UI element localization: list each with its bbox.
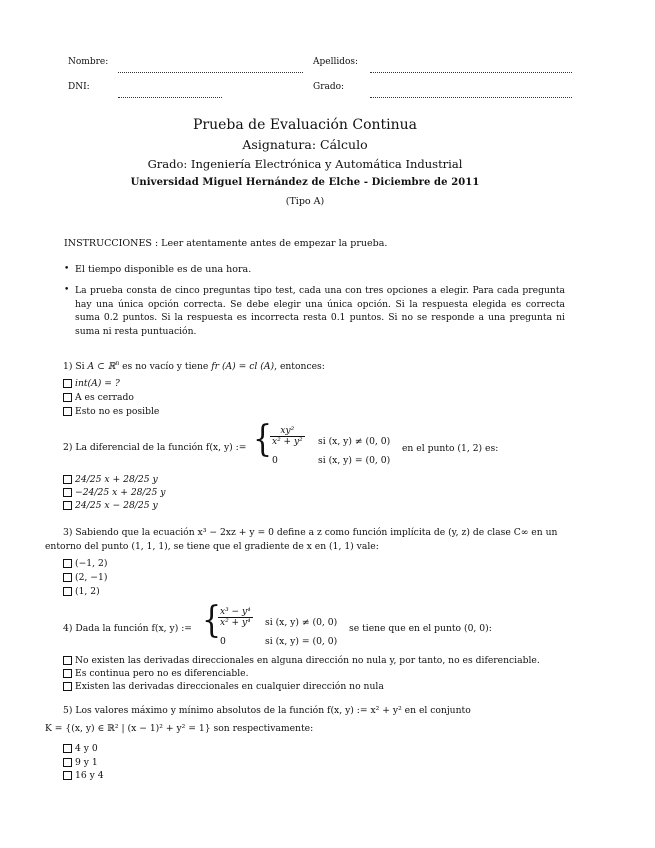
left-brace-icon: { (202, 599, 222, 642)
q1-option-1-label: int(A) = ? (75, 378, 120, 389)
left-brace-icon: { (253, 418, 273, 461)
q4-case-1-den: x² + y⁴ (220, 618, 251, 628)
q1-option-2-label: A es cerrado (75, 392, 134, 403)
title-type: (Tipo A) (285, 196, 325, 207)
checkbox-icon[interactable] (63, 587, 72, 596)
q4-case-1-num: x³ − y⁴ (220, 607, 251, 617)
checkbox-icon[interactable] (63, 656, 72, 665)
q2-case-1-den: x² + y² (272, 437, 303, 447)
q4-tail: se tiene que en el punto (0, 0): (349, 623, 492, 634)
q3-option-3[interactable] (63, 586, 100, 597)
q4-case-2-cond: si (x, y) = (0, 0) (265, 636, 338, 647)
q2-option-3[interactable] (63, 500, 158, 511)
q1-stem-a: 1) Si (63, 361, 88, 373)
nombre-label: Nombre: (68, 57, 109, 67)
q1-option-2[interactable] (63, 392, 134, 403)
checkbox-icon[interactable] (63, 573, 72, 582)
q4-option-1[interactable] (63, 655, 540, 666)
instructions (64, 238, 387, 249)
q2-tail: en el punto (1, 2) es: (402, 443, 499, 454)
grado-label: Grado: (313, 82, 345, 92)
q2-case-1-fraction (270, 426, 305, 447)
q4-option-2-label: Es continua pero no es diferenciable. (75, 668, 249, 679)
checkbox-icon[interactable] (63, 559, 72, 568)
q2-case-1-num: xy² (270, 426, 305, 437)
q5-line-2: K = {(x, y) ∈ ℝ² | (x − 1)² + y² = 1} son respectivamente: (45, 723, 314, 734)
q2-option-2[interactable] (63, 487, 165, 498)
instruction-bullet-1: El tiempo disponible es de una hora. (75, 264, 252, 275)
checkbox-icon[interactable] (63, 758, 72, 767)
question-1 (63, 360, 325, 372)
q4-case-1-cond: si (x, y) ≠ (0, 0) (265, 617, 338, 628)
apellidos-field[interactable] (370, 58, 572, 77)
q3-option-1[interactable] (63, 558, 107, 569)
q5-option-2-label: 9 y 1 (75, 757, 98, 768)
title-degree: Grado: Ingeniería Electrónica y Automática Industrial (147, 157, 463, 171)
checkbox-icon[interactable] (63, 379, 72, 388)
q2-stem: 2) La diferencial de la función f(x, y) := (63, 442, 247, 453)
dni-field[interactable] (118, 83, 222, 102)
checkbox-icon[interactable] (63, 393, 72, 402)
q2-option-3-label: 24/25 x − 28/25 y (75, 500, 158, 511)
q1-option-3-label: Esto no es posible (75, 406, 160, 417)
checkbox-icon[interactable] (63, 475, 72, 484)
q1-stem-e: fr (A) = cl (A) (211, 361, 275, 373)
bullet-icon: • (64, 285, 70, 295)
q2-option-1-label: 24/25 x + 28/25 y (75, 474, 158, 485)
checkbox-icon[interactable] (63, 682, 72, 691)
q4-case-1-fraction (218, 607, 253, 628)
title-university: Universidad Miguel Hernández de Elche - Diciembre de 2011 (130, 177, 480, 188)
instructions-head: INSTRUCCIONES (64, 238, 152, 249)
q3-option-1-label: (−1, 2) (75, 558, 108, 569)
q4-option-3[interactable] (63, 681, 384, 692)
instruction-bullet-2: La prueba consta de cinco preguntas tipo test, cada una con tres opciones a elegir. Para cada pregunta hay una única opción correcta. Se debe elegir una única opción. Si la respuesta elegida es correcta suma 0.2 puntos. Si la respuesta es incorrecta resta 0.1 puntos. Si no se responde a una pregunta ni suma ni resta puntuación. (75, 285, 565, 337)
checkbox-icon[interactable] (63, 669, 72, 678)
q3-line-1: 3) Sabiendo que la ecuación x³ − 2xz + y = 0 define a z como función implícita de (y, z) de clase C∞ en un (63, 527, 558, 538)
q1-stem-d: es no vacío y tiene (119, 361, 212, 373)
nombre-field[interactable] (118, 58, 303, 77)
q5-line-1: 5) Los valores máximo y mínimo absolutos de la función f(x, y) := x² + y² en el conjunto (63, 705, 471, 716)
checkbox-icon[interactable] (63, 407, 72, 416)
q4-option-2[interactable] (63, 668, 249, 679)
checkbox-icon[interactable] (63, 501, 72, 510)
checkbox-icon[interactable] (63, 488, 72, 497)
bullet-icon: • (64, 264, 70, 274)
q3-option-2-label: (2, −1) (75, 572, 108, 583)
checkbox-icon[interactable] (63, 744, 72, 753)
q5-option-3[interactable] (63, 770, 104, 781)
q3-option-3-label: (1, 2) (75, 586, 100, 597)
q5-option-2[interactable] (63, 757, 98, 768)
q2-option-2-label: −24/25 x + 28/25 y (75, 487, 166, 498)
grado-field[interactable] (370, 83, 572, 102)
checkbox-icon[interactable] (63, 771, 72, 780)
q5-option-1-label: 4 y 0 (75, 743, 98, 754)
q4-stem: 4) Dada la función f(x, y) := (63, 623, 192, 634)
q2-case-2-cond: si (x, y) = (0, 0) (318, 455, 391, 466)
q2-case-1-cond: si (x, y) ≠ (0, 0) (318, 436, 391, 447)
q4-option-1-label: No existen las derivadas direccionales en alguna dirección no nula y, por tanto, no es diferenciable. (75, 655, 540, 666)
dni-label: DNI: (68, 82, 90, 92)
q3-line-2: entorno del punto (1, 1, 1), se tiene que el gradiente de x en (1, 1) vale: (45, 541, 379, 552)
q1-stem-b: A ⊂ ℝ (87, 361, 116, 373)
q1-stem-f: , entonces: (274, 361, 325, 373)
apellidos-label: Apellidos: (313, 57, 359, 67)
q4-option-3-label: Existen las derivadas direccionales en cualquier dirección no nula (75, 681, 384, 692)
q2-option-1[interactable] (63, 474, 158, 485)
title-subject: Asignatura: Cálculo (242, 137, 368, 152)
q1-stem-c: n (115, 360, 120, 367)
q1-option-1[interactable] (63, 378, 120, 389)
q4-case-2-val: 0 (220, 636, 226, 647)
q3-option-2[interactable] (63, 572, 107, 583)
q2-case-2-val: 0 (272, 455, 278, 466)
q5-option-1[interactable] (63, 743, 98, 754)
title-exam: Prueba de Evaluación Continua (192, 117, 418, 133)
instructions-text: : Leer atentamente antes de empezar la prueba. (154, 238, 388, 249)
q5-option-3-label: 16 y 4 (75, 770, 104, 781)
q1-option-3[interactable] (63, 406, 159, 417)
